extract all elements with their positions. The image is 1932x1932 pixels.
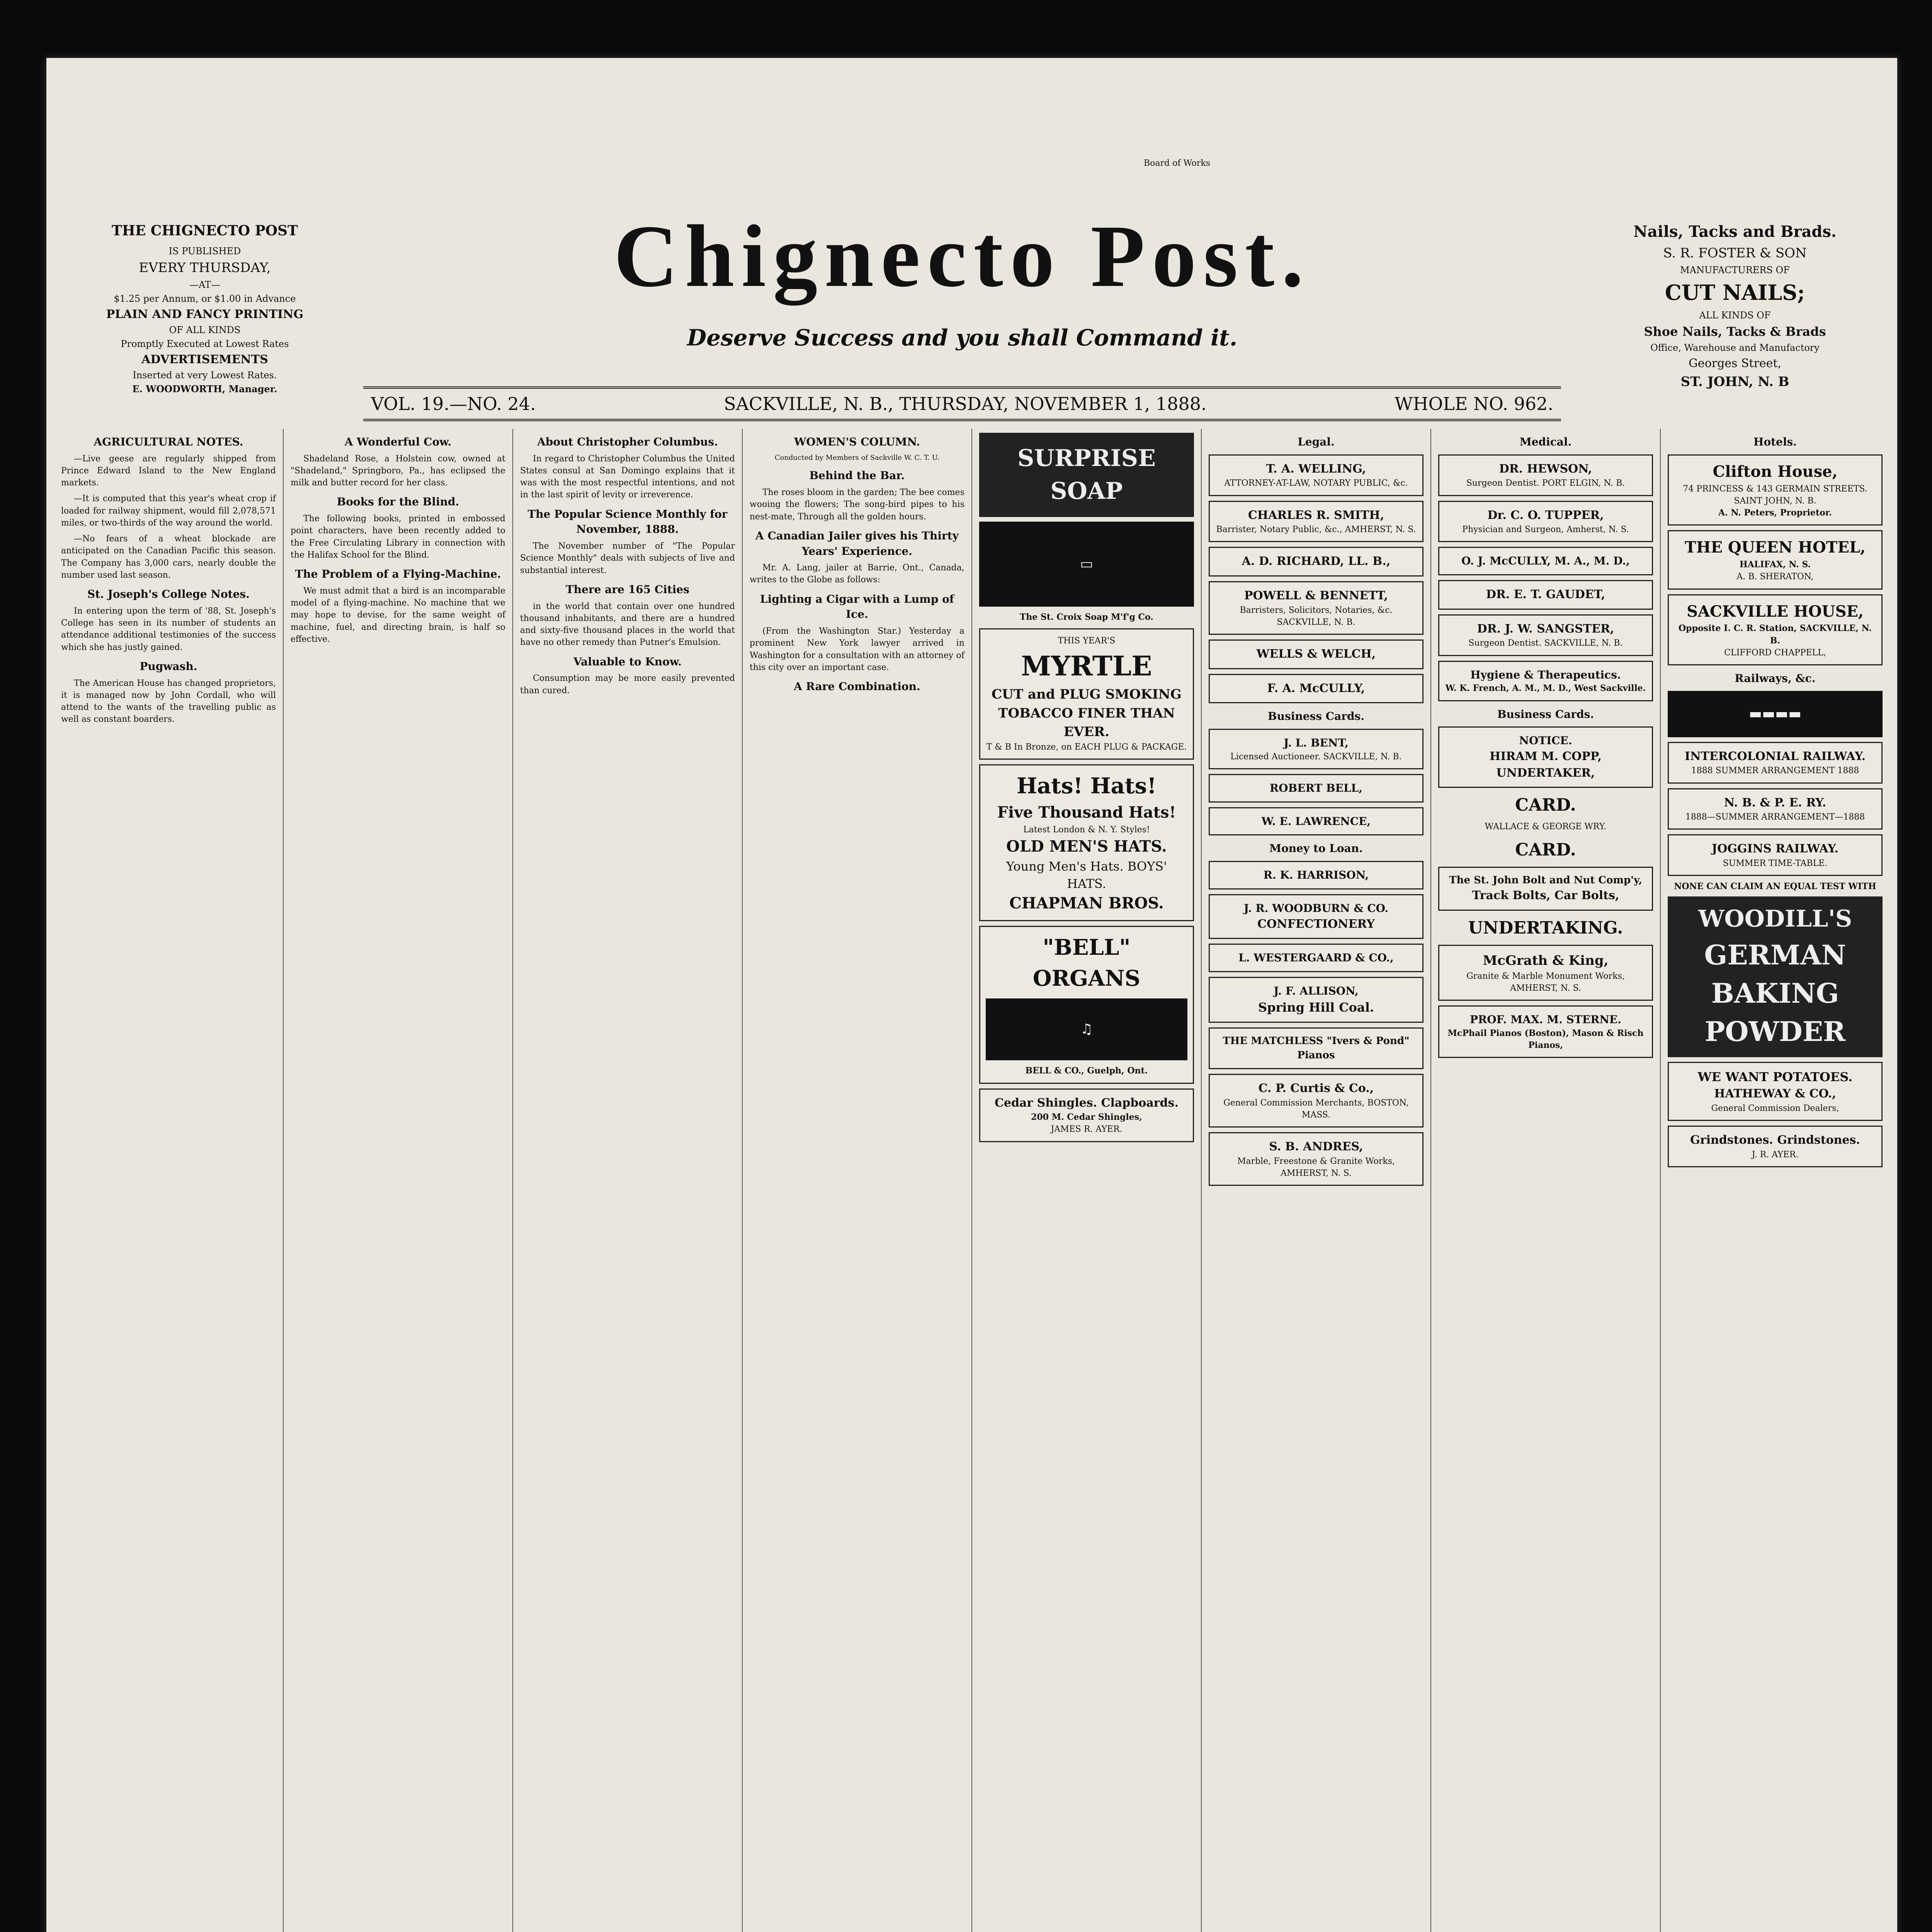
article-paragraph: in the world that contain over one hundred thousand inhabitants, and there are a hundred and sixty-five thousand places in the world that have no other remedy than Putner's Emulsion. [520, 601, 735, 648]
section-heading: Books for the Blind. [337, 495, 459, 509]
pub-heading: THE CHIGNECTO POST [112, 223, 298, 239]
card-name: The St. John Bolt and Nut Comp'y, [1449, 874, 1642, 886]
legal-card [1209, 581, 1423, 635]
article-paragraph: Consumption may be more easily prevented than cured. [520, 673, 735, 696]
article-paragraph: —It is computed that this year's wheat crop if loaded for railway shipment, would fill 2,078,571 miles, or two-thirds of the way around the world. [61, 494, 276, 528]
ad-text: 200 M. Cedar Shingles, [1031, 1112, 1142, 1122]
hotel-card [1668, 594, 1883, 666]
column-1 [54, 429, 283, 1932]
card-name: POWELL & BENNETT, [1244, 589, 1388, 602]
article-paragraph: Shadeland Rose, a Holstein cow, owned at "Shadeland," Springboro, Pa., has eclipsed the milk and butter record for her class. [291, 454, 505, 488]
card-name: Clifton House, [1713, 462, 1838, 481]
section-heading: Legal. [1298, 435, 1335, 448]
medical-card [1438, 547, 1653, 575]
card-name: CHARLES R. SMITH, [1248, 508, 1384, 522]
ad-text: Young Men's Hats. BOYS' HATS. [1006, 859, 1167, 891]
ad-text: The St. Croix Soap M'f'g Co. [1020, 612, 1153, 622]
section-heading: Behind the Bar. [809, 469, 905, 482]
ad-text: CUT and PLUG SMOKING TOBACCO FINER THAN EVER. [992, 687, 1182, 740]
card-text: Spring Hill Coal. [1258, 1000, 1374, 1015]
medical-card [1438, 614, 1653, 656]
nails-ad-line: Nails, Tacks and Brads. [1633, 223, 1837, 241]
stamp-text: Board of Works [1144, 158, 1211, 168]
card-name: A. D. RICHARD, LL. B., [1242, 554, 1391, 568]
card-text: W. K. French, A. M., M. D., West Sackville. [1445, 683, 1646, 694]
section-heading: CARD. [1515, 840, 1576, 860]
section-heading: St. Joseph's College Notes. [87, 588, 250, 601]
hotel-card [1668, 454, 1883, 526]
pub-line: OF ALL KINDS [169, 325, 241, 335]
pub-line: ADVERTISEMENTS [141, 353, 268, 366]
card-name: R. K. HARRISON, [1263, 869, 1369, 882]
business-card [1209, 894, 1423, 939]
legal-card [1209, 639, 1423, 669]
section-heading: WOMEN'S COLUMN. [794, 435, 920, 448]
card-name: INTERCOLONIAL RAILWAY. [1685, 749, 1866, 763]
card-name: DR. E. T. GAUDET, [1486, 588, 1605, 602]
pub-line: IS PUBLISHED [168, 246, 241, 257]
tobacco-ad [979, 628, 1194, 760]
section-heading: The Popular Science Monthly for November, 1888. [527, 507, 728, 536]
card-signature: WALLACE & GEORGE WRY. [1485, 821, 1607, 832]
article-paragraph: We must admit that a bird is an incomparable model of a flying-machine. No machine that we may hope to devise, for the same weight of machine, fuel, and directing brain, is half so effective. [291, 586, 505, 644]
card-name: N. B. & P. E. RY. [1724, 796, 1827, 810]
article-paragraph: The following books, printed in embossed point characters, have been recently added to the Free Circulating Library in connection with the Halifax School for the Blind. [291, 514, 505, 560]
section-heading: Money to Loan. [1269, 842, 1363, 855]
nails-ad-line: ALL KINDS OF [1699, 310, 1771, 321]
section-heading: There are 165 Cities [565, 583, 690, 596]
card-text: CLIFFORD CHAPPELL, [1724, 648, 1826, 658]
ad-headline: Cedar Shingles. Clapboards. [995, 1096, 1179, 1110]
section-heading: Medical. [1519, 435, 1572, 448]
place-date: SACKVILLE, N. B., THURSDAY, NOVEMBER 1, 1888. [724, 393, 1207, 414]
section-heading: A Rare Combination. [794, 680, 920, 693]
pub-line: Inserted at very Lowest Rates. [133, 370, 277, 381]
card-text: Physician and Surgeon, Amherst, N. S. [1462, 525, 1629, 535]
card-text: CONFECTIONERY [1257, 917, 1375, 931]
medical-card [1438, 454, 1653, 496]
pub-line: E. WOODWORTH, Manager. [132, 383, 277, 395]
business-card [1209, 1027, 1423, 1069]
poem-text: The roses bloom in the garden; The bee comes wooing the flowers; The song-bird pipes to his nest-mate, Through all the golden hours. [750, 488, 964, 522]
article-paragraph: In entering upon the term of '88, St. Joseph's College has seen in its number of students an attendance additional testimonies of the success which she has justly gained. [61, 606, 276, 652]
ad-text: Latest London & N. Y. Styles! [1023, 825, 1150, 835]
shingles-ad [979, 1088, 1194, 1142]
business-card [1438, 945, 1653, 1001]
motto: Deserve Success and you shall Command it. [687, 325, 1238, 351]
card-name: NOTICE. [1519, 734, 1572, 747]
article-paragraph: The November number of "The Popular Science Monthly" deals with subjects of live and substantial interest. [520, 541, 735, 575]
section-heading: Business Cards. [1267, 710, 1365, 723]
ad-headline: WE WANT POTATOES. [1697, 1069, 1853, 1084]
medical-card [1438, 580, 1653, 610]
nails-ad-line: Office, Warehouse and Manufactory [1650, 342, 1820, 353]
organs-ad [979, 926, 1194, 1083]
newspaper-page [46, 58, 1897, 1932]
masthead [46, 58, 1897, 414]
medical-card [1438, 501, 1653, 543]
card-text: 1888 SUMMER ARRANGEMENT 1888 [1691, 766, 1859, 776]
card-text: Marble, Freestone & Granite Works, AMHERST, N. S. [1237, 1156, 1395, 1178]
section-heading: A Wonderful Cow. [344, 435, 452, 448]
card-name: DR. J. W. SANGSTER, [1477, 622, 1614, 636]
ad-headline: Grindstones. Grindstones. [1690, 1133, 1860, 1147]
card-text: A. N. Peters, Proprietor. [1718, 508, 1832, 518]
card-text: Licensed Auctioneer. SACKVILLE, N. B. [1230, 752, 1402, 762]
article-paragraph: In regard to Christopher Columbus the United States consul at San Domingo explains that it was with the most respectful intentions, and not in the last spirit of levity or irreverence. [520, 454, 735, 500]
business-card [1438, 1005, 1653, 1058]
section-heading: Valuable to Know. [573, 655, 682, 668]
card-name: S. B. ANDRES, [1269, 1140, 1363, 1154]
card-text: HALIFAX, N. S. [1739, 560, 1811, 570]
article-paragraph: —No fears of a wheat blockade are anticipated on the Canadian Pacific this season. The Company has 3,000 cars, nearly double the number used last season. [61, 534, 276, 580]
legal-card [1209, 547, 1423, 577]
ad-headline: GERMAN [1704, 939, 1846, 971]
hotel-card [1668, 530, 1883, 589]
column-6 [1201, 429, 1430, 1932]
pub-line: Promptly Executed at Lowest Rates [121, 338, 289, 349]
card-name: JOGGINS RAILWAY. [1712, 842, 1838, 856]
card-name: SACKVILLE HOUSE, [1687, 602, 1864, 621]
nails-ad-line: ST. JOHN, N. B [1680, 374, 1789, 389]
ad-headline: OLD MEN'S HATS. [1006, 837, 1167, 855]
section-heading: About Christopher Columbus. [537, 435, 718, 448]
whole-number: WHOLE NO. 962. [1395, 393, 1553, 414]
volume-number: VOL. 19.—NO. 24. [371, 393, 536, 414]
card-name: Hygiene & Therapeutics. [1470, 668, 1621, 681]
organ-illustration: ♫ [986, 998, 1187, 1060]
card-text: Opposite I. C. R. Station, SACKVILLE, N. B. [1679, 623, 1872, 646]
card-text: 74 PRINCESS & 143 GERMAIN STREETS. SAINT JOHN, N. B. [1683, 484, 1867, 506]
ad-headline: MYRTLE [1021, 650, 1152, 682]
card-text: HIRAM M. COPP, UNDERTAKER, [1489, 750, 1602, 780]
hats-ad [979, 764, 1194, 921]
business-card [1209, 1132, 1423, 1186]
ad-text: BELL & CO., Guelph, Ont. [1025, 1066, 1148, 1076]
legal-card [1209, 454, 1423, 496]
section-heading: Pugwash. [139, 660, 197, 673]
article-paragraph: (From the Washington Star.) Yesterday a prominent New York lawyer arrived in Washington for a consultation with an attorney of this city over an important case. [750, 626, 964, 672]
card-name: DR. HEWSON, [1499, 462, 1592, 476]
dateline [363, 386, 1561, 421]
section-heading: Lighting a Cigar with a Lump of Ice. [760, 592, 954, 621]
card-name: THE MATCHLESS "Ivers & Pond" Pianos [1223, 1035, 1410, 1061]
section-subheading: Conducted by Members of Sackville W. C. T. U. [774, 453, 940, 462]
card-text: ATTORNEY-AT-LAW, NOTARY PUBLIC, &c. [1224, 478, 1408, 488]
card-name: F. A. McCULLY, [1267, 681, 1365, 695]
column-5 [971, 429, 1201, 1932]
section-heading: Hotels. [1753, 435, 1797, 448]
card-name: THE QUEEN HOTEL, [1684, 538, 1866, 557]
business-card [1209, 944, 1423, 972]
section-heading: CARD. [1515, 795, 1576, 815]
ad-text: THIS YEAR'S [1058, 636, 1116, 646]
ad-headline: CHAPMAN BROS. [1009, 894, 1164, 913]
ad-headline: WOODILL'S [1698, 905, 1852, 933]
card-name: O. J. McCULLY, M. A., M. D., [1461, 554, 1630, 568]
soap-box-illustration: ▭ [979, 522, 1194, 607]
article-paragraph: —Live geese are regularly shipped from Prince Edward Island to the New England markets. [61, 454, 276, 488]
card-text: 1888—SUMMER ARRANGEMENT—1888 [1685, 812, 1865, 822]
card-name: L. WESTERGAARD & CO., [1238, 951, 1394, 964]
business-card [1438, 726, 1653, 788]
column-2 [283, 429, 512, 1932]
railway-timetable [1668, 788, 1883, 830]
medical-card [1438, 661, 1653, 701]
card-text: Track Bolts, Car Bolts, [1472, 889, 1619, 903]
card-name: McGrath & King, [1483, 953, 1609, 969]
ad-headline: Five Thousand Hats! [997, 803, 1176, 821]
section-heading: The Problem of a Flying-Machine. [295, 568, 501, 581]
nails-ad-line: Shoe Nails, Tacks & Brads [1644, 324, 1826, 339]
card-name: Dr. C. O. TUPPER, [1487, 508, 1604, 522]
business-card [1209, 977, 1423, 1023]
legal-card [1209, 674, 1423, 704]
card-text: A. B. SHERATON, [1736, 572, 1814, 582]
section-heading: Railways, &c. [1735, 672, 1816, 685]
newspaper-title: Chignecto Post. [614, 207, 1311, 305]
ad-text: NONE CAN CLAIM AN EQUAL TEST WITH [1674, 881, 1876, 892]
nails-ad-box [1580, 220, 1889, 392]
potatoes-ad [1668, 1062, 1883, 1121]
pub-line: EVERY THURSDAY, [139, 260, 271, 276]
card-name: ROBERT BELL, [1269, 781, 1363, 794]
card-name: WELLS & WELCH, [1256, 647, 1376, 661]
ad-headline: BAKING [1711, 977, 1839, 1010]
column-4 [742, 429, 971, 1932]
card-text: General Commission Dealers, [1711, 1103, 1839, 1113]
baking-powder-ad [1668, 896, 1883, 1057]
business-card [1438, 867, 1653, 911]
nails-ad-line: MANUFACTURERS OF [1680, 265, 1790, 276]
column-8 [1660, 429, 1889, 1932]
grindstones-ad [1668, 1126, 1883, 1167]
ad-headline: Hats! Hats! [1017, 773, 1156, 799]
legal-card [1209, 501, 1423, 543]
nails-ad-line: Georges Street, [1688, 357, 1782, 370]
column-3 [512, 429, 742, 1932]
railway-timetable [1668, 742, 1883, 784]
card-name: J. L. BENT, [1284, 736, 1349, 749]
card-name: PROF. MAX. M. STERNE. [1469, 1013, 1622, 1026]
card-text: J. R. AYER. [1752, 1150, 1799, 1160]
card-name: J. F. ALLISON, [1274, 985, 1359, 998]
business-card [1209, 774, 1423, 803]
card-text: Barristers, Solicitors, Notaries, &c. SACKVILLE, N. B. [1240, 605, 1393, 627]
publication-info-box [54, 220, 355, 396]
pub-line: PLAIN AND FANCY PRINTING [106, 308, 304, 321]
columns [54, 429, 1889, 1932]
pub-line: $1.25 per Annum, or $1.00 in Advance [114, 293, 296, 304]
card-text: Surgeon Dentist. SACKVILLE, N. B. [1468, 638, 1623, 648]
pub-line: —AT— [189, 279, 221, 290]
ad-text: T & B In Bronze, on EACH PLUG & PACKAGE. [986, 742, 1187, 752]
card-text: Surgeon Dentist. PORT ELGIN, N. B. [1466, 478, 1625, 488]
section-heading: AGRICULTURAL NOTES. [94, 435, 243, 448]
business-card [1209, 861, 1423, 889]
article-paragraph: The American House has changed proprietors, it is managed now by John Cordall, who will attend to the wants of the travelling public as well as constant boarders. [61, 678, 276, 724]
card-text: Barrister, Notary Public, &c., AMHERST, N. S. [1216, 525, 1416, 535]
railway-timetable [1668, 834, 1883, 876]
nails-ad-line: CUT NAILS; [1665, 280, 1805, 305]
ad-headline: POWDER [1704, 1015, 1846, 1048]
card-name: T. A. WELLING, [1266, 462, 1366, 476]
column-7 [1430, 429, 1660, 1932]
ad-headline: "BELL" ORGANS [1032, 935, 1141, 991]
train-illustration: ▬▬▬▬ [1668, 691, 1883, 737]
card-name: W. E. LAWRENCE, [1261, 815, 1371, 828]
soap-ad: SURPRISE SOAP [979, 433, 1194, 517]
card-name: HATHEWAY & CO., [1714, 1087, 1836, 1101]
card-text: McPhail Pianos (Boston), Mason & Risch Pianos, [1447, 1028, 1644, 1051]
section-heading: Business Cards. [1497, 707, 1594, 721]
nails-ad-line: S. R. FOSTER & SON [1663, 245, 1807, 261]
business-card [1209, 1074, 1423, 1128]
article-paragraph: Mr. A. Lang, jailer at Barrie, Ont., Canada, writes to the Globe as follows: [750, 563, 964, 585]
card-name: C. P. Curtis & Co., [1258, 1082, 1374, 1095]
section-heading: UNDERTAKING. [1468, 918, 1623, 938]
card-name: J. R. WOODBURN & CO. [1243, 901, 1389, 915]
section-heading: A Canadian Jailer gives his Thirty Years' Experience. [755, 529, 959, 558]
ad-text: JAMES R. AYER. [1051, 1124, 1122, 1134]
card-text: Granite & Marble Monument Works, AMHERST, N. S. [1466, 971, 1625, 993]
card-text: SUMMER TIME-TABLE. [1723, 859, 1828, 869]
business-card [1209, 807, 1423, 836]
business-card [1209, 729, 1423, 769]
card-text: General Commission Merchants, BOSTON, MASS. [1223, 1098, 1409, 1120]
